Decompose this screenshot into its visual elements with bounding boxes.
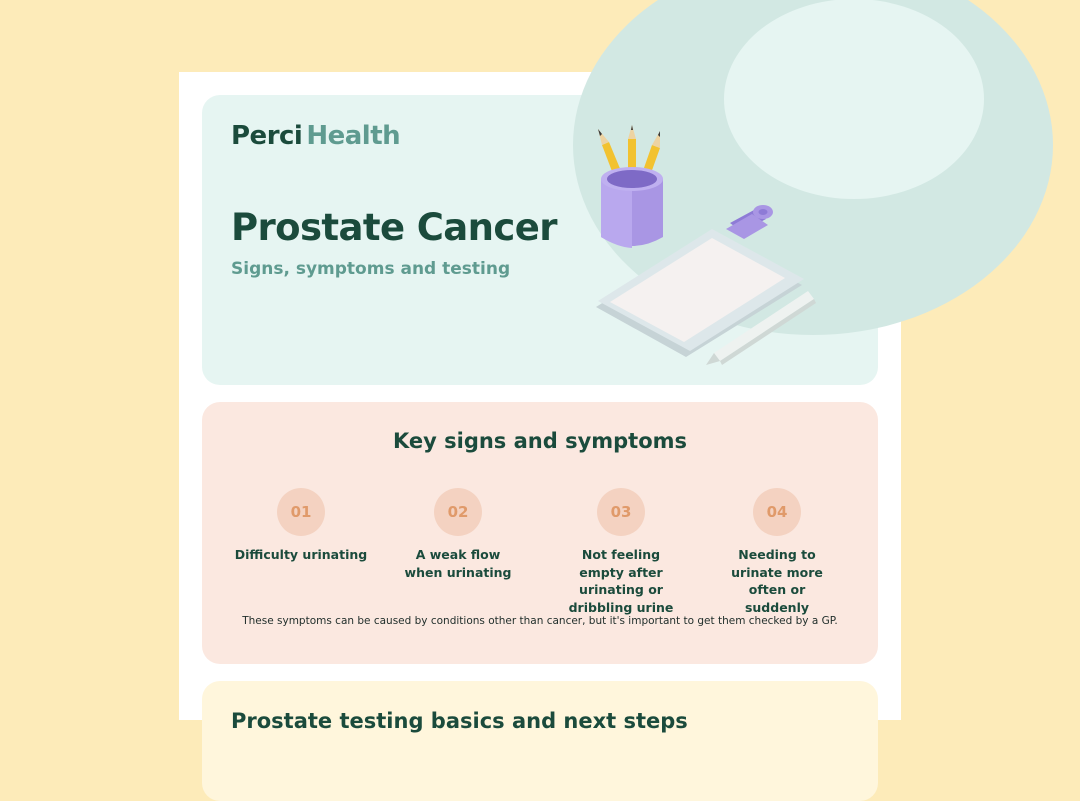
symptom-number-badge: 03 (597, 488, 645, 536)
symptom-item (223, 488, 379, 564)
hero-banner (202, 95, 878, 385)
page-subtitle: Signs, symptoms and testing (231, 259, 511, 279)
symptom-number-badge: 02 (434, 488, 482, 536)
symptom-number-badge: 04 (753, 488, 801, 536)
symptom-label: Needing to urinate more often or suddenly (731, 547, 823, 615)
testing-section (202, 681, 878, 801)
symptom-label: Difficulty urinating (234, 547, 368, 562)
perci-health-logo (231, 121, 400, 151)
pencil-cup-icon (601, 167, 663, 248)
logo-text-perci: Perci (231, 121, 303, 151)
page-title: Prostate Cancer (231, 206, 557, 249)
symptoms-disclaimer: These symptoms can be caused by conditions other than cancer, but it's important to get them checked by a GP. (242, 615, 838, 627)
symptom-item (380, 488, 536, 581)
symptom-item (543, 488, 699, 616)
symptom-item (699, 488, 855, 616)
symptom-number-badge: 01 (277, 488, 325, 536)
section-title: Prostate testing basics and next steps (231, 709, 688, 733)
symptom-label: Not feeling empty after urinating or dribbling urine (568, 547, 674, 615)
infographic-page (179, 72, 901, 733)
symptom-label: A weak flow when urinating (404, 547, 512, 580)
section-title: Key signs and symptoms (392, 429, 688, 453)
logo-text-health: Health (306, 121, 401, 151)
clipboard-and-pencils-illustration (582, 125, 842, 375)
symptoms-section (202, 402, 878, 664)
